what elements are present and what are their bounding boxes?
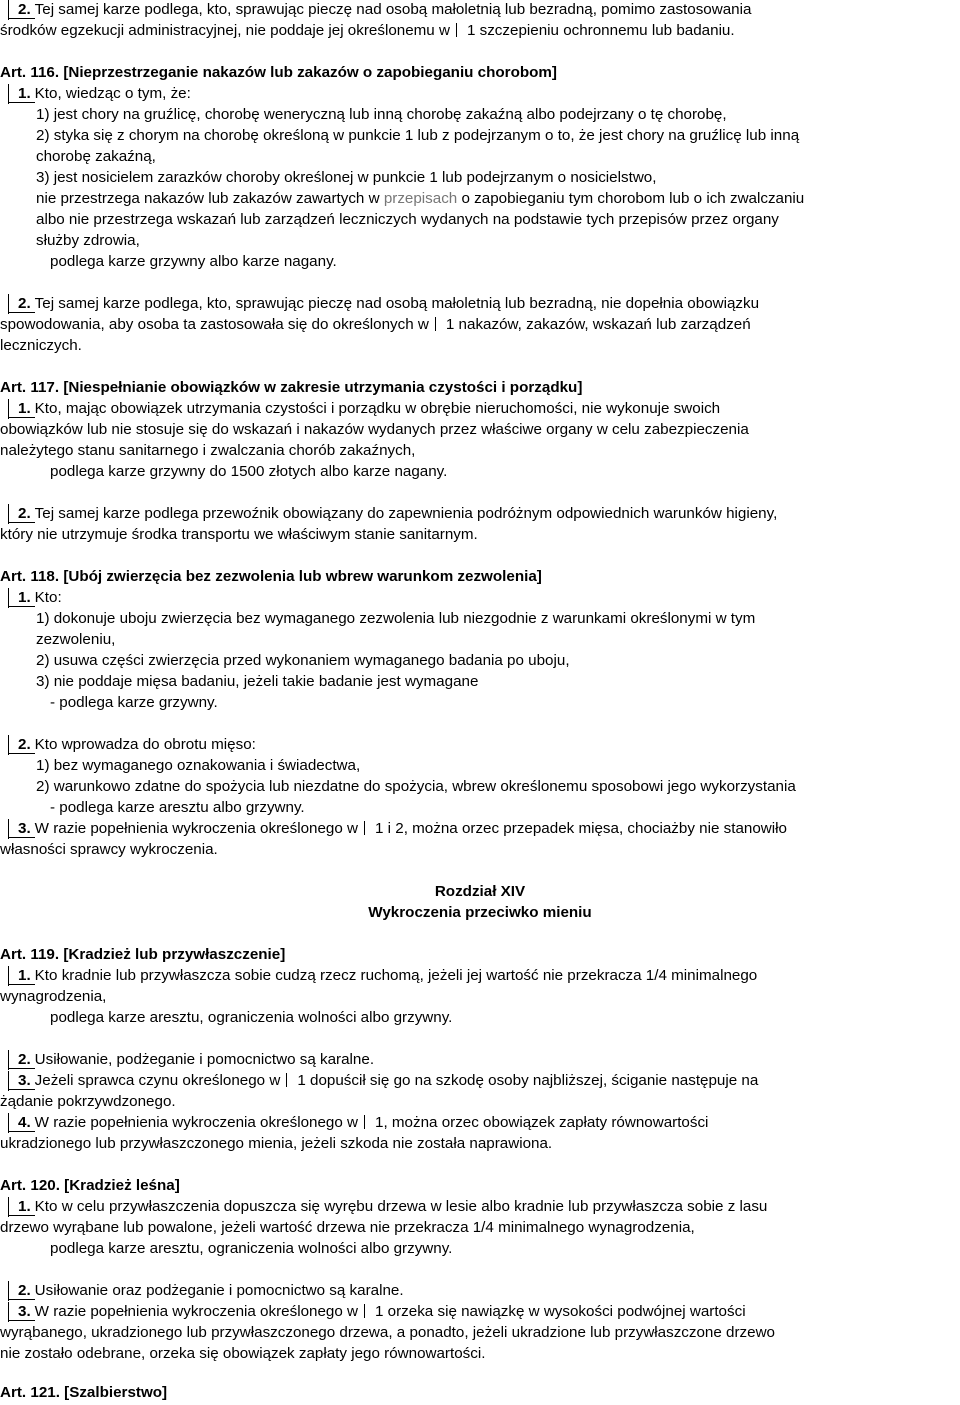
article-heading: Art. 120. [Kradzież leśna] xyxy=(0,1177,180,1194)
section-mark xyxy=(0,1281,35,1301)
list-item: 2) warunkowo zdatne do spożycia lub niezdatne do spożycia, wbrew określonemu sposobowi jego wykorzystania xyxy=(36,778,796,795)
paragraph-line: 2. Kto wprowadza do obrotu mięso: xyxy=(0,735,256,755)
article-heading: Art. 116. [Nieprzestrzeganie nakazów lub zakazów o zapobieganiu chorobom] xyxy=(0,64,557,81)
paragraph-line xyxy=(0,84,191,104)
paragraph-number: 2. xyxy=(18,295,31,312)
section-mark xyxy=(0,294,35,314)
paragraph-line: żądanie pokrzywdzonego. xyxy=(0,1093,176,1110)
paragraph-line: należytego stanu sanitarnego i zwalczania chorób zakaźnych, xyxy=(0,442,416,459)
section-sign xyxy=(286,1073,287,1087)
section-mark xyxy=(0,819,35,839)
list-item: 2) styka się z chorym na chorobę określoną w punkcie 1 lub z podejrzanym o to, że jest chory na gruźlicę lub inną xyxy=(36,127,800,144)
paragraph-text: środków egzekucji administracyjnej, nie poddaje jej określonemu w xyxy=(0,22,450,39)
paragraph-number: 1. xyxy=(18,85,31,102)
link-przepisach[interactable]: przepisach xyxy=(383,190,458,207)
paragraph-number: 1. xyxy=(18,1198,31,1215)
article-heading: Art. 119. [Kradzież lub przywłaszczenie] xyxy=(0,946,286,963)
list-item: 1) jest chory na gruźlicę, chorobę weneryczną lub inną chorobę zakaźną albo podejrzany o tę chorobę, xyxy=(36,106,727,123)
paragraph-line: nie zostało odebrane, orzeka się obowiązek zapłaty jego równowartości. xyxy=(0,1345,486,1362)
paragraph-line: leczniczych. xyxy=(0,337,82,354)
paragraph-line: 1. Kto: xyxy=(0,588,62,608)
paragraph-number: 3. xyxy=(18,820,31,837)
section-mark xyxy=(0,735,35,755)
article-heading: Art. 121. [Szalbierstwo] xyxy=(0,1384,168,1401)
section-mark xyxy=(0,84,35,104)
section-mark xyxy=(0,1113,35,1133)
paragraph-line: ukradzionego lub przywłaszczonego mienia, jeżeli szkoda nie została naprawiona. xyxy=(0,1135,553,1152)
penalty-line: podlega karze grzywny albo karze nagany. xyxy=(50,253,337,270)
article-heading: Art. 117. [Niespełnianie obowiązków w zakresie utrzymania czystości i porządku] xyxy=(0,379,583,396)
paragraph-line xyxy=(0,21,735,41)
penalty-line: podlega karze grzywny do 1500 złotych albo karze nagany. xyxy=(50,463,448,480)
paragraph-number: 2. xyxy=(18,736,31,753)
section-mark xyxy=(0,504,35,524)
list-item: 3) jest nosicielem zarazków choroby określonej w punkcie 1 lub podejrzanym o nosicielstwo, xyxy=(36,169,657,186)
paragraph-line: 2. Usiłowanie oraz podżeganie i pomocnictwo są karalne. xyxy=(0,1281,404,1301)
section-sign xyxy=(364,821,365,835)
chapter-subtitle: Wykroczenia przeciwko mieniu xyxy=(368,904,592,921)
section-mark xyxy=(0,1050,35,1070)
list-item: 3) nie poddaje mięsa badaniu, jeżeli takie badanie jest wymagane xyxy=(36,673,479,690)
paragraph-line: spowodowania, aby osoba ta zastosowała się do określonych w 1 nakazów, zakazów, wskazań lub zarządzeń xyxy=(0,316,751,333)
list-item: chorobę zakaźną, xyxy=(36,148,156,165)
paragraph-line: 4. W razie popełnienia wykroczenia określonego w 1, można orzec obowiązek zapłaty równowartości xyxy=(0,1113,708,1133)
list-item: 1) bez wymaganego oznakowania i świadectwa, xyxy=(36,757,361,774)
section-sign xyxy=(364,1304,365,1318)
list-item: zezwoleniu, xyxy=(36,631,116,648)
paragraph-number: 2. xyxy=(18,1282,31,1299)
paragraph-number: 2. xyxy=(18,1051,31,1068)
paragraph-number: 1. xyxy=(18,589,31,606)
paragraph-number: 2. xyxy=(18,505,31,522)
section-mark xyxy=(0,399,35,419)
section-sign xyxy=(456,23,457,37)
section-mark xyxy=(0,1197,35,1217)
paragraph-line xyxy=(0,0,751,20)
paragraph-line: drzewo wyrąbane lub powalone, jeżeli wartość drzewa nie przekracza 1/4 minimalnego wynagrodzenia, xyxy=(0,1219,695,1236)
paragraph-line: który nie utrzymuje środka transportu we właściwym stanie sanitarnym. xyxy=(0,526,478,543)
section-sign xyxy=(435,317,436,331)
paragraph-line: 2. Tej samej karze podlega przewoźnik obowiązany do zapewnienia podróżnym odpowiednich warunków higieny, xyxy=(0,504,777,524)
paragraph-line: nie przestrzega nakazów lub zakazów zawartych w przepisach o zapobieganiu tym chorobom lub o ich zwalczaniu xyxy=(36,190,805,207)
paragraph-number: 3. xyxy=(18,1072,31,1089)
penalty-line: podlega karze aresztu, ograniczenia wolności albo grzywny. xyxy=(50,1009,453,1026)
paragraph-line: 1. Kto, mając obowiązek utrzymania czystości i porządku w obrębie nieruchomości, nie wykonuje swoich xyxy=(0,399,720,419)
section-mark xyxy=(0,1071,35,1091)
paragraph-line: obowiązków lub nie stosuje się do wskazań i nakazów wydanych przez właściwe organy w celu zabezpieczenia xyxy=(0,421,749,438)
chapter-title: Rozdział XIV xyxy=(434,883,526,900)
paragraph-text: 1 szczepieniu ochronnemu lub badaniu. xyxy=(466,22,735,39)
paragraph-line: 2. Usiłowanie, podżeganie i pomocnictwo są karalne. xyxy=(0,1050,374,1070)
penalty-line: podlega karze aresztu, ograniczenia wolności albo grzywny. xyxy=(50,1240,453,1257)
list-item: 2) usuwa części zwierzęcia przed wykonaniem wymaganego badania po uboju, xyxy=(36,652,570,669)
paragraph-text: Kto, wiedząc o tym, że: xyxy=(34,85,191,102)
paragraph-line: własności sprawcy wykroczenia. xyxy=(0,841,218,858)
section-mark xyxy=(0,588,35,608)
paragraph-number: 1. xyxy=(18,400,31,417)
paragraph-line: 3. W razie popełnienia wykroczenia określonego w 1 i 2, można orzec przepadek mięsa, chociażby nie stanowiło xyxy=(0,819,787,839)
paragraph-number: 2. xyxy=(18,1,31,18)
paragraph-line: 2. Tej samej karze podlega, kto, sprawując pieczę nad osobą małoletnią lub bezradną, nie dopełnia obowiązku xyxy=(0,294,759,314)
paragraph-number: 4. xyxy=(18,1114,31,1131)
paragraph-number: 3. xyxy=(18,1303,31,1320)
paragraph-line: albo nie przestrzega wskazań lub zarządzeń leczniczych wydanych na podstawie tych przepisów przez organy xyxy=(36,211,779,228)
paragraph-line: wynagrodzenia, xyxy=(0,988,107,1005)
paragraph-text: Tej samej karze podlega, kto, sprawując pieczę nad osobą małoletnią lub bezradną, pomimo zastosowania xyxy=(34,1,752,18)
section-mark xyxy=(0,1302,35,1322)
section-mark xyxy=(0,966,35,986)
paragraph-line: 3. W razie popełnienia wykroczenia określonego w 1 orzeka się nawiązkę w wysokości podwójnej wartości xyxy=(0,1302,746,1322)
penalty-line: - podlega karze aresztu albo grzywny. xyxy=(50,799,305,816)
section-sign xyxy=(364,1115,365,1129)
paragraph-line: 1. Kto w celu przywłaszczenia dopuszcza się wyrębu drzewa w lesie albo kradnie lub przywłaszcza sobie z lasu xyxy=(0,1197,767,1217)
section-mark xyxy=(0,0,35,20)
penalty-line: - podlega karze grzywny. xyxy=(50,694,218,711)
paragraph-line: wyrąbanego, ukradzionego lub przywłaszczonego drzewa, a ponadto, jeżeli ukradzione lub przywłaszczone drzewo xyxy=(0,1324,775,1341)
article-heading: Art. 118. [Ubój zwierzęcia bez zezwolenia lub wbrew warunkom zezwolenia] xyxy=(0,568,542,585)
paragraph-line: służby zdrowia, xyxy=(36,232,140,249)
paragraph-line: 3. Jeżeli sprawca czynu określonego w 1 dopuścił się go na szkodę osoby najbliższej, ściganie następuje na xyxy=(0,1071,758,1091)
paragraph-number: 1. xyxy=(18,967,31,984)
list-item: 1) dokonuje uboju zwierzęcia bez wymaganego zezwolenia lub niezgodnie z warunkami określonymi w tym xyxy=(36,610,756,627)
paragraph-line: 1. Kto kradnie lub przywłaszcza sobie cudzą rzecz ruchomą, jeżeli jej wartość nie przekracza 1/4 minimalnego xyxy=(0,966,757,986)
